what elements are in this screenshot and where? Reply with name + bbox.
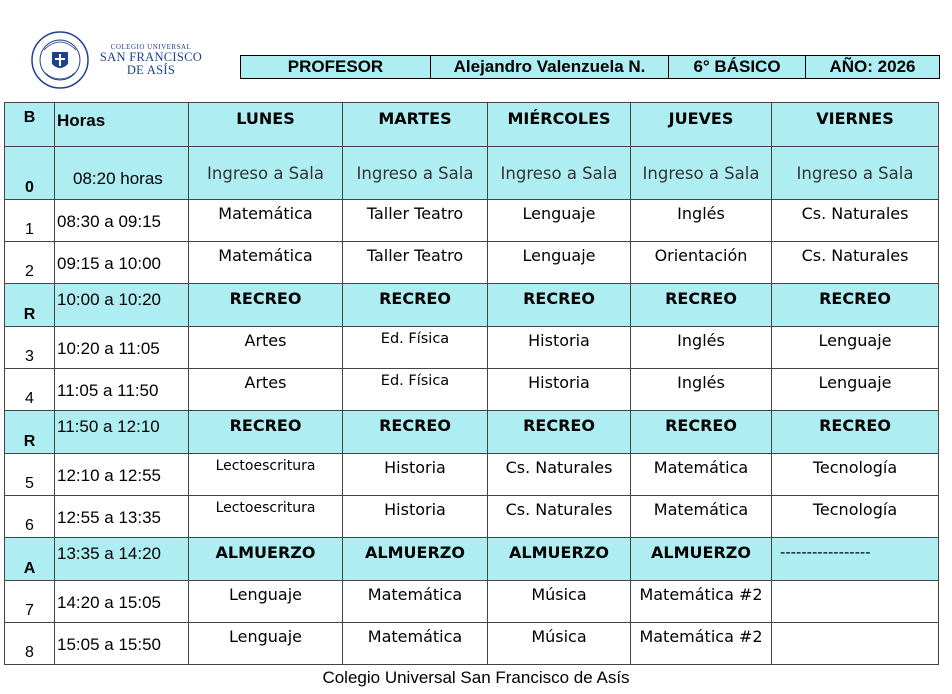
- subject-label: Cs. Naturales: [505, 458, 613, 477]
- subject-label: Ingreso a Sala: [500, 164, 618, 183]
- table-header-row: [5, 103, 939, 147]
- break-label: RECREO: [523, 416, 595, 435]
- break-label: RECREO: [819, 416, 891, 435]
- school-logo: [30, 30, 210, 92]
- block-number: 0: [25, 179, 34, 196]
- block-cell: [5, 496, 55, 538]
- subject-cell: [189, 200, 343, 242]
- day-label: VIERNES: [816, 109, 894, 128]
- subject-cell: [343, 284, 488, 327]
- subject-cell: [631, 623, 772, 665]
- day-label: MIÉRCOLES: [507, 109, 611, 128]
- subject-label: Artes: [244, 373, 287, 392]
- subject-cell: [631, 581, 772, 623]
- break-label: RECREO: [665, 289, 737, 308]
- subject-cell: [488, 284, 631, 327]
- subject-cell: [488, 454, 631, 496]
- break-label: -----------------: [780, 544, 871, 561]
- subject-label: Ed. Física: [380, 331, 450, 347]
- subject-cell: [189, 623, 343, 665]
- school-name: [92, 44, 210, 78]
- table-row: [5, 200, 939, 242]
- table-row: [5, 581, 939, 623]
- table-row: [5, 623, 939, 665]
- subject-cell: [189, 496, 343, 538]
- time-range: 08:30 a 09:15: [57, 212, 161, 231]
- block-cell: [5, 623, 55, 665]
- table-row: [5, 327, 939, 369]
- subject-cell: [631, 369, 772, 411]
- subject-label: Matemática: [218, 246, 313, 265]
- block-cell: [5, 327, 55, 369]
- school-seal-icon: [30, 30, 90, 90]
- subject-cell: [343, 454, 488, 496]
- break-row: [5, 538, 939, 581]
- schedule-table: [4, 102, 939, 665]
- time-range: 08:20 horas: [73, 169, 163, 188]
- time-cell: [55, 369, 189, 411]
- subject-label: Lectoescritura: [215, 500, 316, 516]
- table-row: [5, 454, 939, 496]
- profesor-label: PROFESOR: [241, 56, 431, 78]
- subject-label: Tecnología: [812, 500, 898, 519]
- subject-cell: [189, 284, 343, 327]
- break-label: ALMUERZO: [509, 543, 609, 562]
- block-number: A: [23, 560, 36, 577]
- break-label: RECREO: [819, 289, 891, 308]
- time-cell: [55, 454, 189, 496]
- time-range: 09:15 a 10:00: [57, 254, 161, 273]
- subject-label: Lenguaje: [228, 585, 302, 604]
- schedule-body: [5, 103, 939, 665]
- subject-label: Matemática: [653, 500, 749, 519]
- block-number: 7: [25, 602, 34, 619]
- subject-cell: [488, 411, 631, 454]
- subject-label: Lenguaje: [522, 204, 596, 223]
- subject-cell: [631, 538, 772, 581]
- block-cell: [5, 369, 55, 411]
- subject-label: Historia: [528, 331, 590, 350]
- break-label: RECREO: [379, 416, 451, 435]
- subject-cell: [772, 200, 939, 242]
- subject-label: Matemática: [367, 585, 463, 604]
- header-cell-horas: [55, 103, 189, 147]
- block-cell: [5, 200, 55, 242]
- time-range: 12:55 a 13:35: [57, 508, 161, 527]
- block-cell: [5, 147, 55, 200]
- subject-cell: [488, 581, 631, 623]
- subject-cell: [772, 538, 939, 581]
- time-cell: [55, 242, 189, 284]
- subject-cell: [488, 369, 631, 411]
- subject-cell: [631, 496, 772, 538]
- header-cell-day: [189, 103, 343, 147]
- subject-label: Taller Teatro: [366, 204, 464, 223]
- time-range: 11:50 a 12:10: [57, 417, 160, 436]
- time-cell: [55, 327, 189, 369]
- subject-label: Lenguaje: [818, 373, 892, 392]
- subject-cell: [343, 327, 488, 369]
- time-range: 10:00 a 10:20: [57, 290, 161, 309]
- subject-cell: [189, 242, 343, 284]
- break-label: RECREO: [229, 416, 302, 435]
- subject-label: [772, 581, 938, 585]
- subject-label: Ingreso a Sala: [207, 164, 324, 183]
- subject-cell: [772, 284, 939, 327]
- break-label: RECREO: [523, 289, 595, 308]
- profesor-name: Alejandro Valenzuela N.: [431, 56, 669, 78]
- subject-cell: [772, 327, 939, 369]
- break-label: RECREO: [379, 289, 451, 308]
- subject-label: Lenguaje: [522, 246, 596, 265]
- subject-label: Matemática: [218, 204, 313, 223]
- school-name-line3: DE ASÍS: [126, 63, 176, 78]
- subject-cell: [631, 200, 772, 242]
- break-label: ALMUERZO: [651, 543, 751, 562]
- subject-cell: [772, 454, 939, 496]
- subject-cell: [189, 369, 343, 411]
- time-cell: [55, 200, 189, 242]
- subject-cell: [772, 369, 939, 411]
- block-number: 1: [25, 221, 34, 238]
- subject-cell: [343, 411, 488, 454]
- block-number: 5: [25, 475, 34, 492]
- subject-label: Inglés: [677, 204, 725, 223]
- ingreso-row: [5, 147, 939, 200]
- block-number: 6: [25, 517, 34, 534]
- subject-cell: [488, 538, 631, 581]
- time-cell: [55, 581, 189, 623]
- subject-label: Inglés: [677, 373, 725, 392]
- subject-cell: [189, 327, 343, 369]
- header-cell-day: [772, 103, 939, 147]
- subject-cell: [189, 411, 343, 454]
- table-row: [5, 369, 939, 411]
- header-cell-day: [488, 103, 631, 147]
- subject-label: Inglés: [677, 331, 725, 350]
- day-label: MARTES: [378, 109, 452, 128]
- block-cell: [5, 581, 55, 623]
- table-row: [5, 242, 939, 284]
- subject-label: Lenguaje: [818, 331, 892, 350]
- block-cell: [5, 242, 55, 284]
- break-row: [5, 284, 939, 327]
- subject-cell: [343, 623, 488, 665]
- subject-cell: [631, 242, 772, 284]
- subject-cell: [631, 411, 772, 454]
- time-cell: [55, 284, 189, 327]
- block-number: 8: [25, 644, 34, 661]
- subject-label: Orientación: [654, 246, 748, 265]
- day-label: LUNES: [236, 109, 295, 128]
- subject-cell: [343, 242, 488, 284]
- subject-label: Matemática #2: [639, 585, 763, 604]
- time-range: 15:05 a 15:50: [57, 635, 161, 654]
- subject-cell: [772, 147, 939, 200]
- break-label: RECREO: [665, 416, 737, 435]
- school-name-line1: COLEGIO UNIVERSAL: [110, 43, 192, 51]
- subject-label: Historia: [384, 458, 446, 477]
- subject-cell: [488, 623, 631, 665]
- school-name-line2: SAN FRANCISCO: [99, 50, 203, 65]
- block-number: R: [23, 433, 36, 450]
- subject-cell: [488, 496, 631, 538]
- subject-cell: [488, 327, 631, 369]
- subject-cell: [631, 284, 772, 327]
- subject-cell: [189, 538, 343, 581]
- col-horas-label: Horas: [57, 111, 106, 130]
- header-cell-b: [5, 103, 55, 147]
- subject-cell: [631, 327, 772, 369]
- block-cell: [5, 538, 55, 581]
- subject-label: Ed. Física: [380, 373, 450, 389]
- subject-cell: [189, 581, 343, 623]
- subject-label: Cs. Naturales: [801, 204, 909, 223]
- subject-label: Lectoescritura: [215, 458, 316, 474]
- time-range: 14:20 a 15:05: [57, 593, 161, 612]
- subject-cell: [343, 200, 488, 242]
- subject-cell: [772, 411, 939, 454]
- time-cell: [55, 411, 189, 454]
- subject-cell: [343, 538, 488, 581]
- subject-label: Cs. Naturales: [505, 500, 613, 519]
- break-label: ALMUERZO: [215, 543, 316, 562]
- time-range: 13:35 a 14:20: [57, 544, 161, 563]
- break-label: RECREO: [229, 289, 302, 308]
- subject-label: Ingreso a Sala: [642, 164, 760, 183]
- block-number: R: [23, 306, 36, 323]
- header-cell-day: [631, 103, 772, 147]
- course-label: 6° BÁSICO: [669, 56, 806, 78]
- subject-label: Historia: [528, 373, 590, 392]
- subject-label: Matemática #2: [639, 627, 763, 646]
- subject-cell: [343, 581, 488, 623]
- time-cell: [55, 496, 189, 538]
- subject-label: Cs. Naturales: [801, 246, 909, 265]
- subject-label: Música: [531, 627, 587, 646]
- subject-label: [772, 623, 938, 627]
- subject-cell: [631, 147, 772, 200]
- subject-cell: [772, 623, 939, 665]
- subject-cell: [189, 147, 343, 200]
- subject-cell: [343, 496, 488, 538]
- block-cell: [5, 454, 55, 496]
- header-cell-day: [343, 103, 488, 147]
- header-info-bar: [240, 55, 940, 79]
- break-label: ALMUERZO: [365, 543, 465, 562]
- time-cell: [55, 623, 189, 665]
- subject-label: Taller Teatro: [366, 246, 464, 265]
- subject-cell: [631, 454, 772, 496]
- day-label: JUEVES: [668, 109, 734, 128]
- footer-text: Colegio Universal San Francisco de Asís: [322, 668, 630, 687]
- subject-cell: [772, 581, 939, 623]
- subject-label: Tecnología: [812, 458, 898, 477]
- subject-cell: [189, 454, 343, 496]
- subject-cell: [772, 242, 939, 284]
- break-row: [5, 411, 939, 454]
- subject-label: Artes: [244, 331, 287, 350]
- subject-cell: [488, 147, 631, 200]
- block-cell: [5, 411, 55, 454]
- time-cell: [55, 538, 189, 581]
- subject-cell: [488, 200, 631, 242]
- subject-cell: [488, 242, 631, 284]
- block-cell: [5, 284, 55, 327]
- time-range: 11:05 a 11:50: [57, 381, 159, 400]
- subject-label: Ingreso a Sala: [796, 164, 914, 183]
- block-number: 4: [25, 390, 34, 407]
- subject-label: Música: [531, 585, 587, 604]
- time-range: 12:10 a 12:55: [57, 466, 161, 485]
- subject-label: Lenguaje: [228, 627, 302, 646]
- table-row: [5, 496, 939, 538]
- subject-cell: [343, 147, 488, 200]
- subject-cell: [772, 496, 939, 538]
- subject-label: Matemática: [653, 458, 749, 477]
- block-number: 3: [25, 348, 34, 365]
- block-number: 2: [25, 263, 34, 280]
- subject-label: Matemática: [367, 627, 463, 646]
- col-b-label: B: [23, 109, 36, 126]
- year-label: AÑO: 2026: [806, 56, 939, 78]
- time-cell: [55, 147, 189, 200]
- subject-label: Historia: [384, 500, 446, 519]
- subject-label: Ingreso a Sala: [356, 164, 474, 183]
- time-range: 10:20 a 11:05: [57, 339, 160, 358]
- subject-cell: [343, 369, 488, 411]
